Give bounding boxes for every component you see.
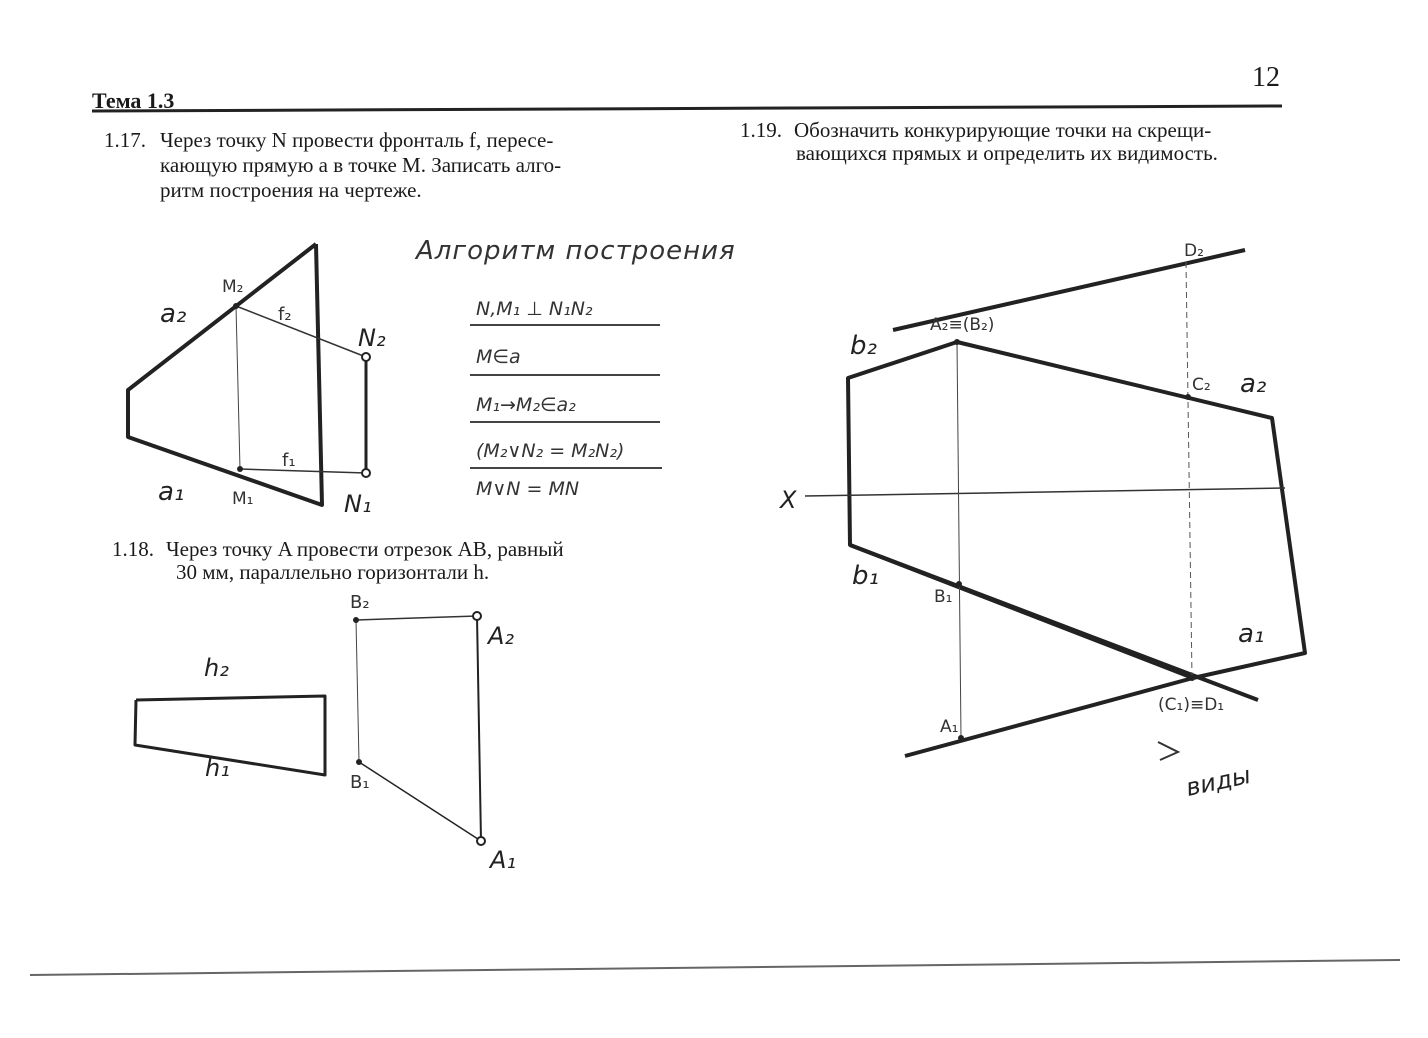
algorithm-step-2: M∈a (476, 346, 521, 368)
point-a2 (473, 612, 481, 620)
task-1-18-line-2: 30 мм, параллельно горизонтали h. (176, 560, 490, 584)
projection-link-m (236, 306, 240, 469)
label-c2: C₂ (1192, 375, 1211, 395)
label-b1: B₁ (350, 772, 370, 793)
projection-link-ab (957, 342, 961, 738)
label-b1-line: b₁ (852, 561, 879, 591)
label-h1: h₁ (205, 754, 230, 782)
header-rule (92, 106, 1282, 111)
point-n1 (362, 469, 370, 477)
label-c1d1: (C₁)≡D₁ (1158, 695, 1225, 715)
point-m1 (237, 466, 243, 472)
label-a1: a₁ (158, 477, 185, 507)
point-a1 (477, 837, 485, 845)
label-f2: f₂ (278, 304, 292, 325)
point-b1 (356, 759, 362, 765)
task-1-19-line-2: вающихся прямых и определить их видимость. (796, 141, 1218, 165)
segment-b1-a1 (359, 762, 481, 841)
point-a2b2 (954, 339, 960, 345)
point-c2 (1185, 394, 1191, 400)
label-d2: D₂ (1184, 241, 1204, 261)
label-m1: M₁ (232, 489, 254, 509)
page-number: 12 (1252, 62, 1280, 93)
task-1-17-line-1: Через точку N провести фронталь f, пересе- (160, 128, 554, 152)
bottom-edge (30, 960, 1400, 975)
label-a1-point: A₁ (940, 717, 959, 737)
projection-link-cd (1186, 262, 1192, 678)
point-b2 (353, 617, 359, 623)
line-h-projections (135, 696, 325, 775)
point-n2 (362, 353, 370, 361)
algorithm-rules (470, 325, 662, 468)
task-1-17-number: 1.17. (104, 128, 146, 152)
label-b2: B₂ (350, 592, 370, 613)
label-a1-18: A₁ (490, 846, 517, 874)
point-b1-19 (956, 581, 962, 587)
label-a1-line: a₁ (1238, 619, 1265, 649)
point-c1d1 (1189, 675, 1195, 681)
label-a2: a₂ (160, 299, 187, 329)
frontal-f1 (240, 469, 366, 473)
label-n1: N₁ (344, 490, 372, 518)
task-1-17-line-2: кающую прямую a в точке M. Записать алго- (160, 153, 562, 177)
label-visibility-note: виды (1183, 760, 1254, 802)
task-1-18-line-1: Через точку A провести отрезок AB, равный (166, 537, 564, 561)
label-f1: f₁ (282, 450, 296, 471)
axis-x (805, 488, 1285, 496)
task-1-18-number: 1.18. (112, 537, 154, 561)
algorithm-step-4: (M₂∨N₂ = M₂N₂) (476, 440, 625, 462)
projection-link-a (477, 616, 481, 841)
label-x-axis: X (780, 486, 797, 514)
point-a1-19 (958, 735, 964, 741)
drawing-1-17 (128, 244, 386, 518)
algorithm-title: Алгоритм построения (416, 236, 736, 266)
visibility-arrow (1158, 742, 1178, 760)
drawing-1-19 (778, 241, 1305, 802)
algorithm-step-5: M∨N = MN (476, 478, 580, 500)
label-a2-18: A₂ (488, 622, 515, 650)
task-1-19-line-1: Обозначить конкурирующие точки на скрещи- (794, 118, 1212, 142)
algorithm-step-3: M₁→M₂∈a₂ (476, 394, 576, 416)
projection-link-b (356, 620, 359, 762)
point-m2 (233, 303, 239, 309)
label-a2b2: A₂≡(B₂) (930, 315, 995, 335)
frontal-f2 (236, 306, 366, 357)
task-1-17-line-3: ритм построения на чертеже. (160, 178, 422, 202)
drawing-1-18 (135, 592, 516, 874)
line-b1 (850, 545, 1258, 700)
projection-outline (848, 342, 1305, 678)
label-a2-line: a₂ (1240, 369, 1267, 399)
algorithm-step-1: N,M₁ ⊥ N₁N₂ (476, 298, 593, 320)
segment-b2-a2 (356, 616, 477, 620)
label-b1-point: B₁ (934, 587, 953, 607)
task-1-19-number: 1.19. (740, 118, 782, 142)
label-b2-line: b₂ (850, 331, 877, 361)
label-h2: h₂ (204, 654, 229, 682)
label-m2: M₂ (222, 277, 244, 297)
label-n2: N₂ (358, 324, 386, 352)
topic-title: Тема 1.3 (92, 88, 175, 113)
